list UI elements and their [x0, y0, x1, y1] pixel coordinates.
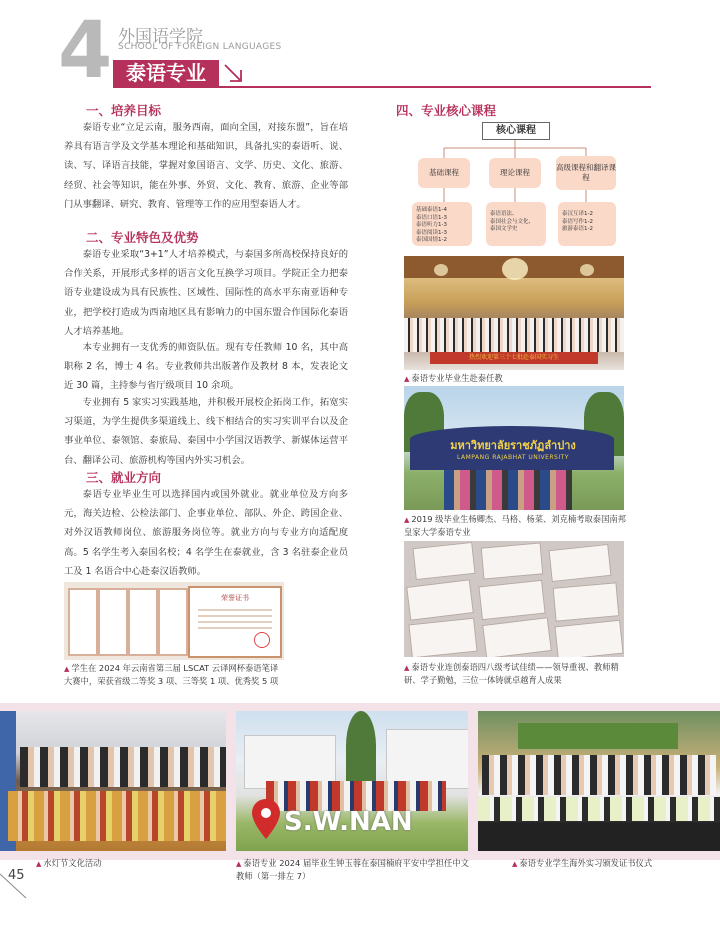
location-pin-icon — [252, 799, 280, 839]
triangle-icon: ▲ — [64, 665, 70, 673]
caption-lampang: ▲ 2019 级毕业生杨卿杰、马格、杨菜、刘克楠考取泰国南邦皇家大学泰语专业 — [404, 514, 626, 537]
header-divider — [113, 86, 651, 88]
diagram-node-theory: 理论课程 — [489, 158, 541, 188]
caption-certificate: ▲ 学生在 2024 年云南省第三届 LSCAT 云译网杯泰语笔译大赛中，荣获省级二等奖 3 项、三等奖 1 项、优秀奖 5 项 — [64, 663, 279, 686]
diagram-leaf-advanced: 泰汉互译1-2 泰语写作1-2 旅游泰语1-2 — [558, 202, 616, 246]
section-2-paragraph-3: 专业拥有 5 家实习实践基地，并积极开展校企拓岗工作，拓宽实习渠道，为学生提供多渠道线上、线下相结合的实习实训平台以及企事业单位、泰领馆、泰旅局、泰国中小学国汉语教学、新媒体运营平台、翻译公司、旅游机构等国内外实习机会。 — [64, 397, 348, 466]
diagram-leaf-theory: 泰语语法、 泰国社会与文化、 泰国文学史 — [486, 202, 546, 246]
section-3-paragraph: 泰语专业毕业生可以选择国内或国外就业。就业单位及方向多元，海关边检、公检法部门、企事业单位、部队、外企、跨国企业、对外汉语教师岗位、旅游服务岗位等。就业方向与专业方向适配度高。5 名学生考入泰国名校；4 名学生在泰就业，含 3 名驻泰企业员工及 1 名语合中心赴泰汉语教师。 — [64, 489, 348, 577]
certificate-photo — [64, 582, 284, 660]
school-name-cn: 外国语学院 — [118, 27, 203, 47]
university-sign-en: LAMPANG RAJABHAT UNIVERSITY — [457, 454, 569, 461]
university-sign-thai: มหาวิทยาลัยราชภัฏลำปาง — [450, 439, 576, 452]
triangle-icon: ▲ — [404, 516, 410, 524]
chapter-number: 4 — [58, 6, 113, 96]
section-2-paragraph-2: 本专业拥有一支优秀的师资队伍。现有专任教师 10 名，其中高职称 2 名，博士 4 名。专业教师共出版著作及教材 8 本，发表论文近 30 篇，主持参与省厅级项目 10 余项。 — [64, 342, 348, 392]
diagram-root: 核心课程 — [482, 122, 550, 140]
caption-exam: ▲ 泰语专业连创泰语四八级考试佳绩——领导重视、教师精研、学子勤勉，三位一体铸就卓越育人成果 — [404, 662, 619, 685]
section-1-paragraph: 泰语专业“立足云南，服务西南，面向全国，对接东盟”，旨在培养具有语言学及文学基本理论和基础知识，具备扎实的泰语听、说、读、写、译语言技能，掌握对象国语言、文学、历史、文化、旅游、经贸、社会等知识，能在外事、外贸、文化、教育、旅游、企业等部门从事翻译、研究、教育、管理等工作的应用型泰语人才。 — [64, 122, 348, 210]
section-2-paragraph-1: 泰语专业采取“3+1”人才培养模式，与泰国多所高校保持良好的合作关系，开展形式多样的语言文化互换学习项目。学院正全力把泰语专业建设成为具有民族性、区域性、国际性的高水平东南亚语种专业，把学校打造成为西南地区具有影响力的中国东盟合作国际化泰语人才培养基地。 — [64, 249, 348, 337]
triangle-icon: ▲ — [404, 375, 410, 383]
section-1-title: 一、培养目标 — [86, 103, 162, 118]
corner-decoration — [0, 872, 30, 900]
swnan-sign: S.W.NAN — [284, 807, 413, 837]
triangle-icon: ▲ — [236, 860, 242, 868]
diagram-node-advanced: 高级课程和翻译课程 — [556, 156, 616, 190]
section-2-title: 二、专业特色及优势 — [86, 230, 199, 245]
arrow-down-right-icon — [222, 62, 244, 84]
overseas-internship-photo — [478, 711, 720, 851]
section-4-title: 四、专业核心课程 — [396, 103, 497, 118]
school-name-en: SCHOOL OF FOREIGN LANGUAGES — [118, 42, 282, 52]
caption-festival: ▲ 水灯节文化活动 — [36, 858, 102, 868]
page-number: 45 — [8, 868, 25, 883]
caption-overseas: ▲ 泰语专业学生海外实习颁发证书仪式 — [512, 858, 653, 868]
graduates-hall-photo — [404, 256, 624, 370]
nan-school-photo — [236, 711, 468, 851]
triangle-icon: ▲ — [404, 664, 410, 672]
major-title: 泰语专业 — [113, 60, 219, 86]
welcome-banner: 热烈欢迎第三十七批赴泰国实习生 — [430, 352, 598, 364]
diagram-leaf-basic: 基础泰语1-4 泰语口语1-3 泰语听力1-3 泰语阅读1-3 泰国国情1-2 — [412, 202, 472, 246]
lampang-university-photo — [404, 386, 624, 510]
certificate-title: 荣誉证书 — [221, 594, 249, 602]
triangle-icon: ▲ — [36, 860, 42, 868]
course-diagram — [404, 118, 626, 248]
caption-nan: ▲ 泰语专业 2024 届毕业生钟玉蓉在泰国楠府平安中学担任中文教师（第一排左 7） — [236, 858, 469, 881]
water-lantern-festival-photo — [0, 711, 226, 851]
caption-graduates: ▲ 泰语专业毕业生赴泰任教 — [404, 373, 503, 383]
section-3-title: 三、就业方向 — [86, 470, 162, 485]
exam-certificates-photo — [404, 541, 624, 657]
triangle-icon: ▲ — [512, 860, 518, 868]
diagram-node-basic: 基础课程 — [418, 158, 470, 188]
